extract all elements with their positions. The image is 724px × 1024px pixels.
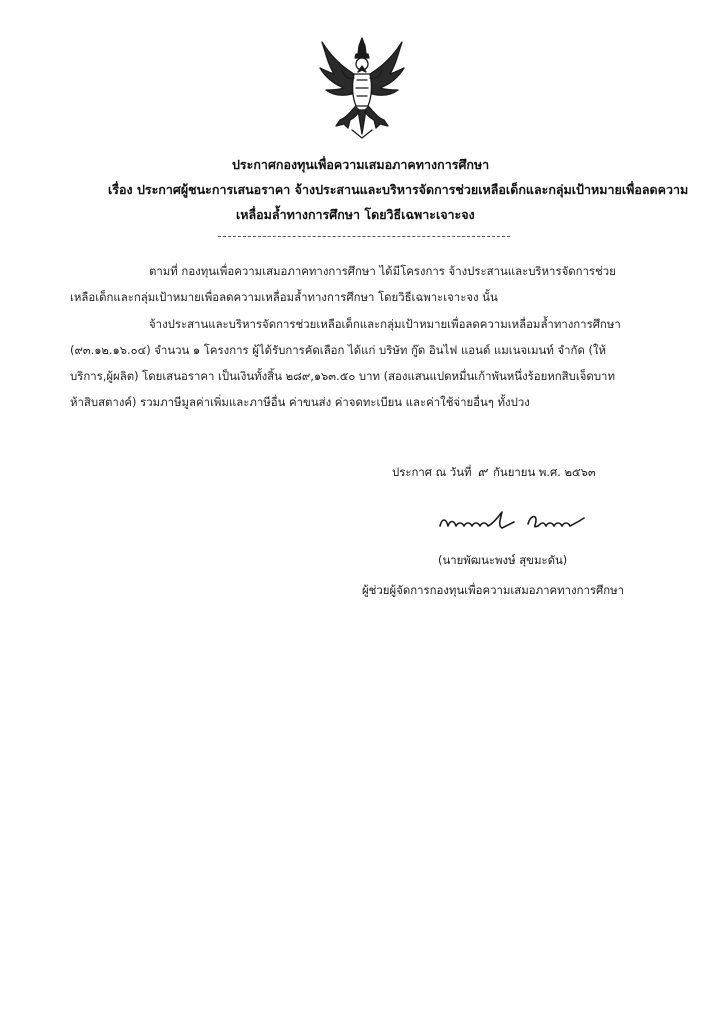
garuda-emblem-icon (318, 34, 406, 140)
body-paragraph-2-line-3: บริการ,ผู้ผลิต) โดยเสนอราคา เป็นเงินทั้งสิ้น ๒๘๙,๑๖๓.๕๐ บาท (สองแสนแปดหมื่นเก้าพันหนึ่งร้อยหกสิบเจ็ดบาท (70, 369, 615, 383)
body-paragraph-1-line-1: ตามที่ กองทุนเพื่อความเสมอภาคทางการศึกษา ได้มีโครงการ จ้างประสานและบริหารจัดการช่วย (149, 264, 616, 278)
signer-name: (นายพัฒนะพงษ์ สุขมะดัน) (438, 553, 568, 567)
body-paragraph-2-line-1: จ้างประสานและบริหารจัดการช่วยเหลือเด็กและกลุ่มเป้าหมายเพื่อลดความเหลื่อมล้ำทางการศึกษา (149, 317, 621, 331)
announcement-subject: เรื่อง ประกาศผู้ชนะการเสนอราคา จ้างประสานและบริหารจัดการช่วยเหลือเด็กและกลุ่มเป้าหมายเพื่อลดความ (108, 182, 689, 197)
body-paragraph-1-line-2: เหลือเด็กและกลุ่มเป้าหมายเพื่อลดความเหลื่อมล้ำทางการศึกษา โดยวิธีเฉพาะเจาะจง นั้น (70, 290, 498, 304)
announcement-subject-continued: เหลื่อมล้ำทางการศึกษา โดยวิธีเฉพาะเจาะจง (236, 207, 475, 222)
body-paragraph-2-line-4: ห้าสิบสตางค์) รวมภาษีมูลค่าเพิ่มและภาษีอื่น ค่าขนส่ง ค่าจดทะเบียน และค่าใช้จ่ายอื่นๆ ทั้งปวง (70, 395, 530, 409)
handwritten-signature (436, 500, 588, 540)
date-day: ๙ (477, 465, 488, 480)
announcement-title: ประกาศกองทุนเพื่อความเสมอภาคทางการศึกษา (232, 157, 490, 172)
date-prefix: ประกาศ ณ วันที่ (392, 465, 472, 479)
announcement-date (392, 461, 596, 482)
date-month-year: กันยายน พ.ศ. ๒๕๖๓ (493, 465, 596, 479)
dashed-divider (218, 236, 510, 237)
signer-position: ผู้ช่วยผู้จัดการกองทุนเพื่อความเสมอภาคทางการศึกษา (362, 583, 625, 597)
body-paragraph-2-line-2: (๙๓.๑๒.๑๖.๐๔) จำนวน ๑ โครงการ ผู้ได้รับการคัดเลือก ได้แก่ บริษัท กู๊ด อินไฟ แอนด์ แมเนจเมนท์ จำกัด (ให้ (70, 343, 606, 357)
